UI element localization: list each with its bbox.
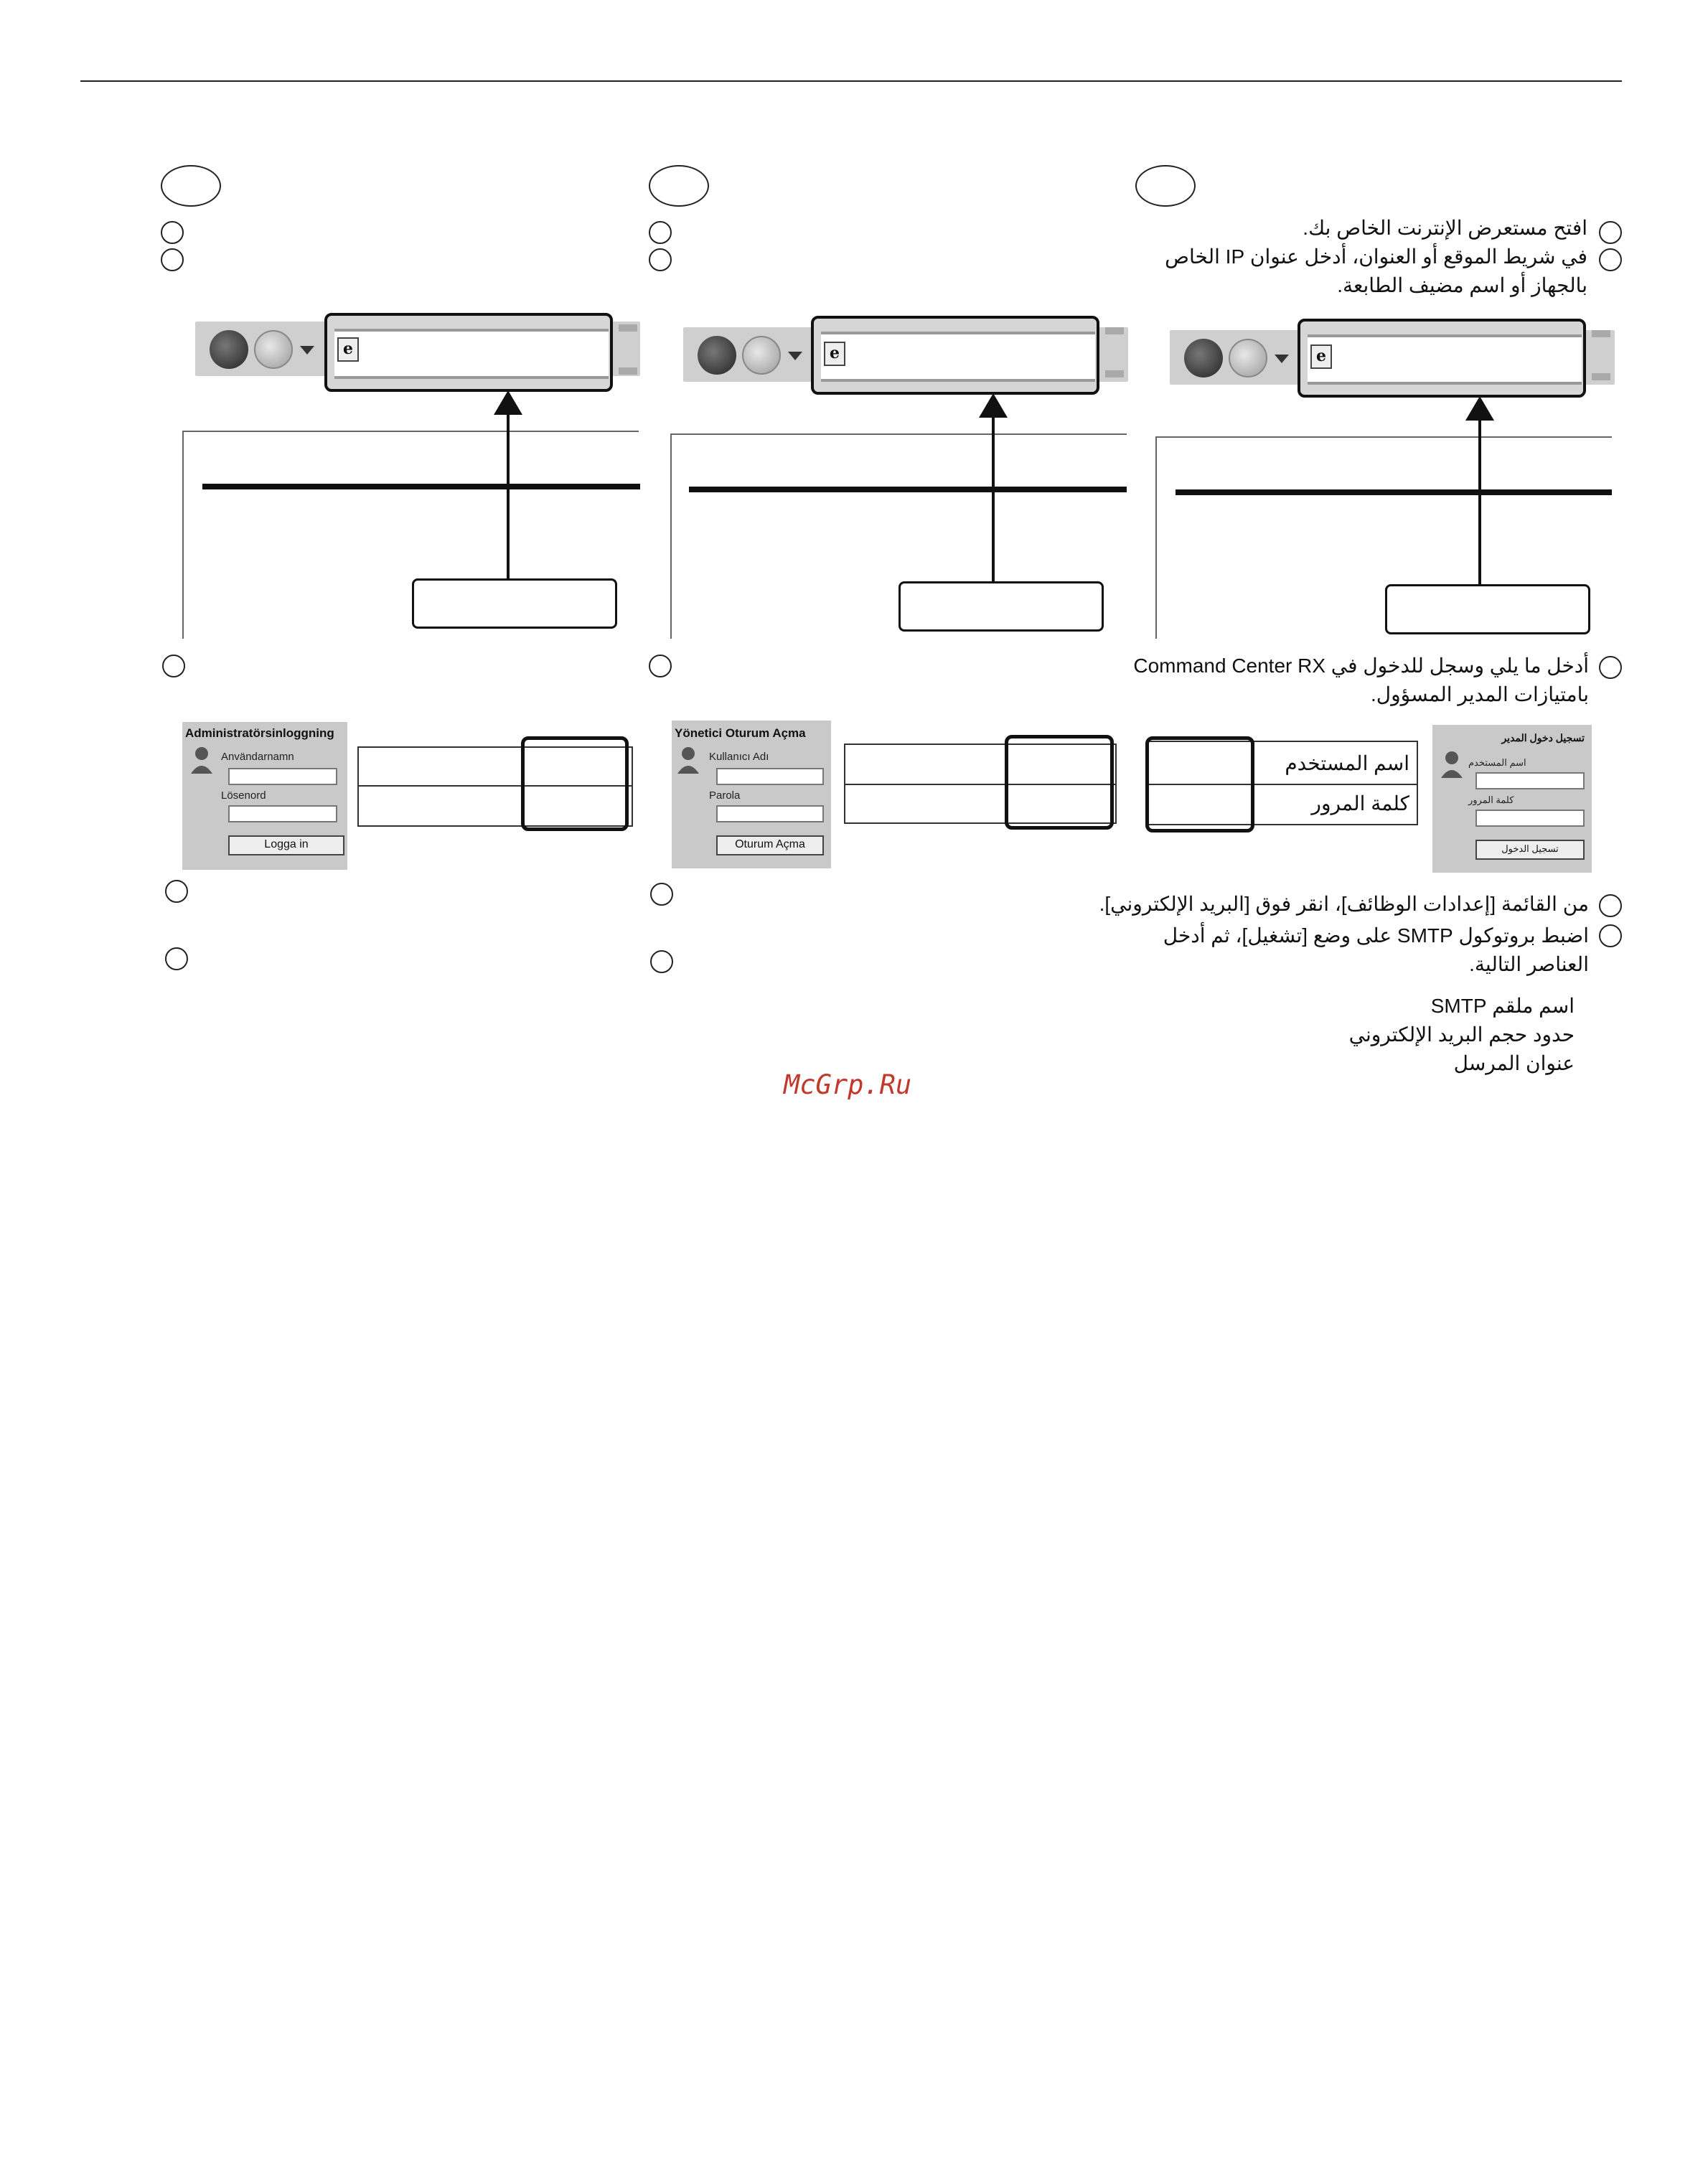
page-frame	[670, 433, 672, 639]
language-badge-circle	[161, 165, 221, 207]
table-password-label: كلمة المرور	[1311, 792, 1409, 815]
forward-icon	[1229, 339, 1267, 377]
login-title: Administratörsinloggning	[185, 726, 334, 740]
step-number-circle	[1599, 656, 1622, 679]
address-bar	[334, 329, 609, 379]
page-divider	[202, 484, 640, 489]
toolbar-stub	[619, 324, 637, 332]
step-number-circle	[650, 883, 673, 906]
watermark: McGrp.Ru	[784, 1069, 912, 1100]
chevron-down-icon	[788, 352, 802, 360]
page-frame	[182, 431, 639, 432]
user-icon	[676, 745, 700, 774]
page-frame	[1155, 436, 1612, 438]
password-input[interactable]	[1475, 810, 1585, 827]
item-size-limit: حدود حجم البريد الإلكتروني	[1348, 1023, 1575, 1046]
toolbar-stub	[1592, 373, 1610, 380]
login-button[interactable]: تسجيل الدخول	[1475, 840, 1585, 860]
chevron-down-icon	[1275, 355, 1289, 363]
step-3-text: أدخل ما يلي وسجل للدخول في Command Center RX بامتيازات المدير المسؤول.	[1133, 655, 1589, 705]
username-label: Användarnamn	[221, 751, 294, 763]
callout-box	[1385, 584, 1590, 634]
language-badge-circle	[649, 165, 709, 207]
forward-icon	[254, 330, 293, 369]
user-icon	[189, 745, 214, 774]
browser-icon: e	[1310, 344, 1332, 369]
item-sender-address: عنوان المرسل	[1453, 1052, 1575, 1074]
step-number-circle	[162, 655, 185, 677]
toolbar-stub	[1105, 327, 1124, 334]
toolbar-stub	[1105, 370, 1124, 377]
callout-box	[898, 581, 1104, 632]
browser-icon: e	[824, 342, 845, 366]
login-panel	[1432, 725, 1592, 873]
password-label: Lösenord	[221, 789, 266, 802]
step-number-circle	[1599, 924, 1622, 947]
arrow-stem	[507, 413, 510, 580]
arrow-stem	[1478, 419, 1481, 586]
password-label: Parola	[709, 789, 741, 802]
username-input[interactable]	[228, 768, 337, 785]
back-icon	[698, 336, 736, 375]
values-highlight	[1005, 735, 1114, 830]
address-bar	[821, 332, 1095, 382]
step-number-circle	[650, 950, 673, 973]
step-2-text: في شريط الموقع أو العنوان، أدخل عنوان IP الخاص بالجهاز أو اسم مضيف الطابعة.	[1165, 245, 1587, 296]
step-number-circle	[161, 221, 184, 244]
step-number-circle	[1599, 248, 1622, 271]
arrow-up-icon	[979, 393, 1008, 418]
back-icon	[210, 330, 248, 369]
username-input[interactable]	[716, 768, 824, 785]
browser-icon: e	[337, 337, 359, 362]
language-badge-circle	[1135, 165, 1196, 207]
login-panel	[672, 721, 831, 868]
header-rule	[80, 80, 1622, 82]
step-number-circle	[649, 248, 672, 271]
arrow-stem	[992, 416, 995, 583]
password-input[interactable]	[716, 805, 824, 822]
forward-icon	[742, 336, 781, 375]
step-number-circle	[649, 221, 672, 244]
login-button[interactable]: Oturum Açma	[716, 835, 824, 855]
step-number-circle	[165, 880, 188, 903]
step-number-circle	[1599, 221, 1622, 244]
step-number-circle	[165, 947, 188, 970]
step-number-circle	[161, 248, 184, 271]
step-5-text: اضبط بروتوكول SMTP على وضع [تشغيل]، ثم أدخل العناصر التالية.	[1163, 924, 1589, 975]
login-button[interactable]: Logga in	[228, 835, 344, 855]
login-title: تسجيل دخول المدير	[1501, 732, 1585, 744]
step-number-circle	[649, 655, 672, 677]
toolbar-stub	[1592, 330, 1610, 337]
password-input[interactable]	[228, 805, 337, 822]
back-icon	[1184, 339, 1223, 377]
username-label: اسم المستخدم	[1468, 757, 1526, 768]
step-1-text: افتح مستعرض الإنترنت الخاص بك.	[1303, 217, 1587, 239]
password-label: كلمة المرور	[1468, 794, 1514, 805]
page-frame	[182, 431, 184, 639]
address-bar	[1308, 334, 1582, 385]
values-highlight	[1145, 736, 1254, 832]
step-4-text: من القائمة [إعدادات الوظائف]، انقر فوق [البريد الإلكتروني].	[1099, 893, 1589, 915]
table-username-label: اسم المستخدم	[1285, 752, 1409, 774]
step-number-circle	[1599, 894, 1622, 917]
page-frame	[670, 433, 1127, 435]
user-icon	[1440, 749, 1464, 778]
username-label: Kullanıcı Adı	[709, 751, 769, 763]
page-divider	[1176, 489, 1612, 495]
login-title: Yönetici Oturum Açma	[675, 726, 806, 740]
page-frame	[1155, 436, 1157, 639]
callout-box	[412, 578, 617, 629]
arrow-up-icon	[494, 390, 522, 415]
item-smtp-server: اسم ملقم SMTP	[1430, 995, 1575, 1017]
toolbar-stub	[619, 367, 637, 375]
login-panel	[182, 722, 347, 870]
chevron-down-icon	[300, 346, 314, 355]
arrow-up-icon	[1465, 396, 1494, 421]
username-input[interactable]	[1475, 772, 1585, 789]
values-highlight	[521, 736, 629, 831]
page-divider	[689, 487, 1127, 492]
